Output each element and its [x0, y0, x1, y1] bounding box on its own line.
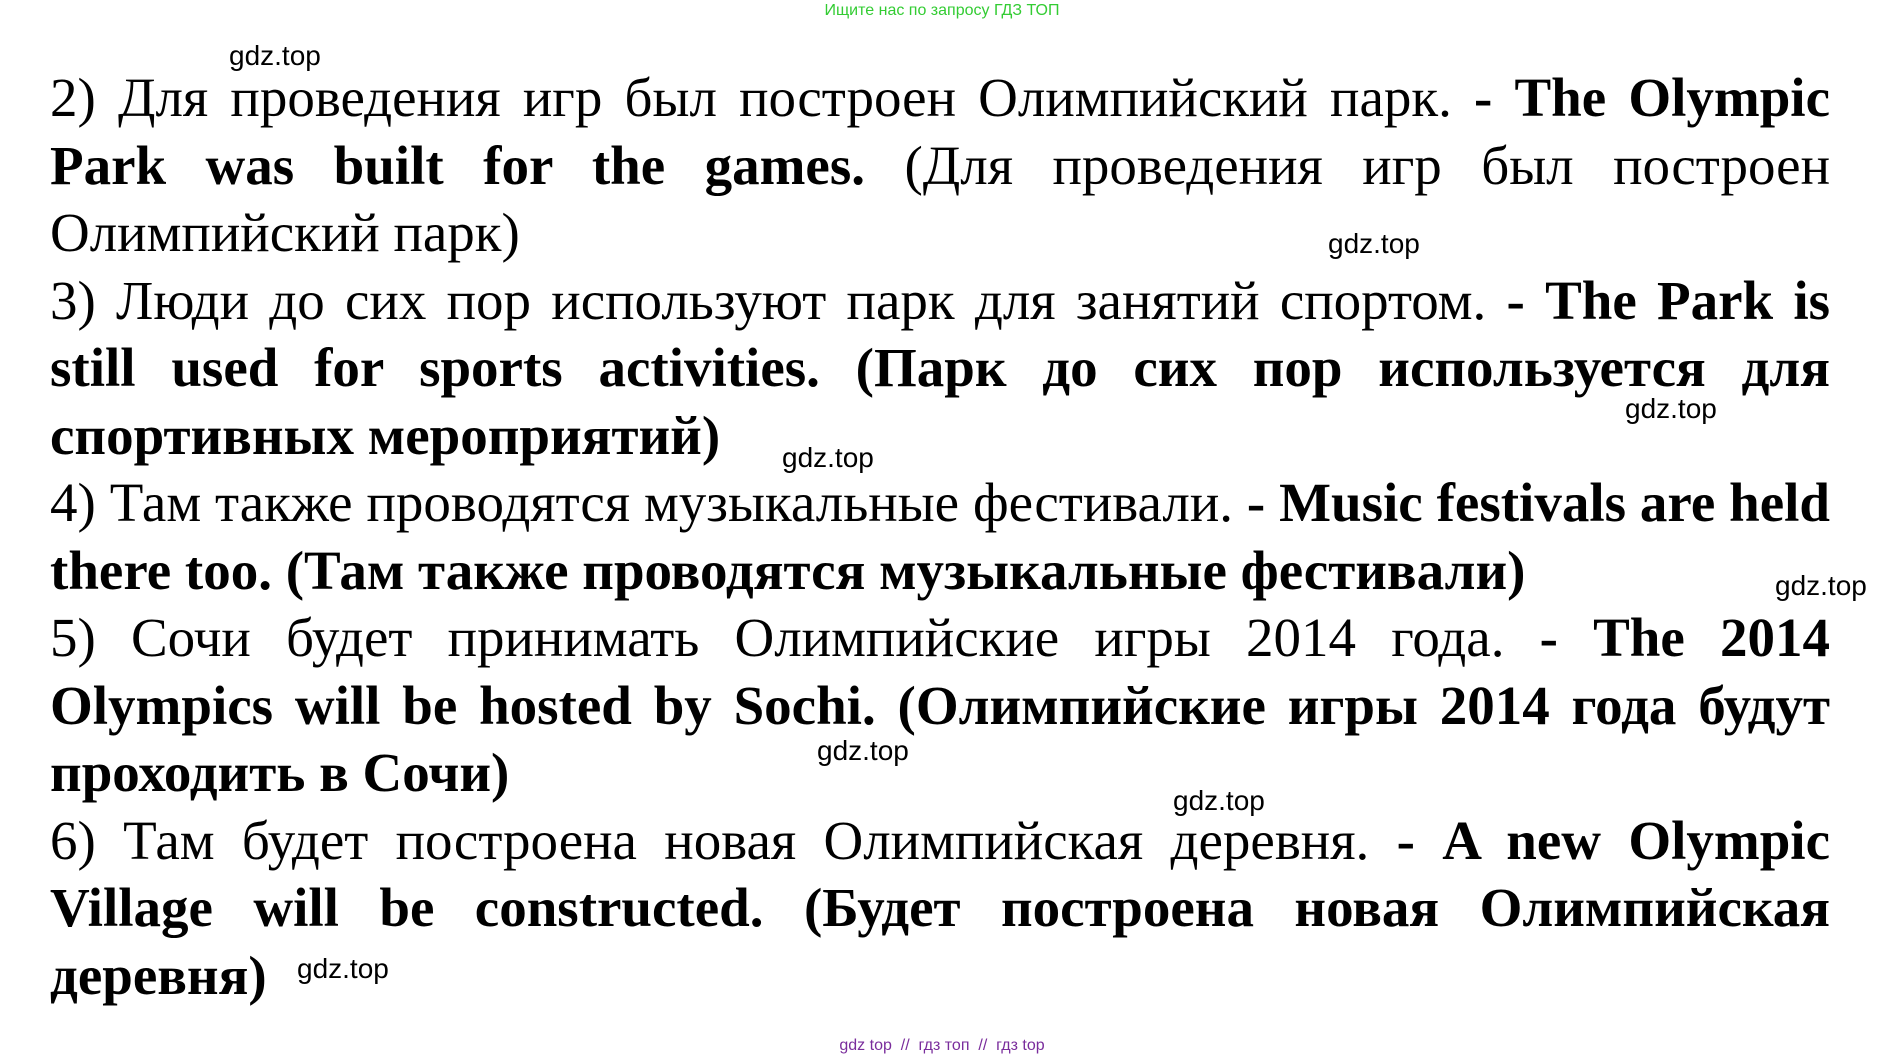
- english-answer: - The Park is still used for sports activities. (Парк до сих пор используется для спортивных мероприятий): [50, 269, 1831, 466]
- watermark: gdz.top: [1625, 393, 1717, 424]
- english-answer: - Music festivals are held there too. (Там также проводятся музыкальные фестивали): [50, 472, 1830, 601]
- watermark: gdz.top: [1173, 785, 1265, 816]
- answer-item-4: [50, 469, 1830, 604]
- watermark: gdz.top: [229, 40, 321, 71]
- watermark: gdz.top: [297, 953, 389, 984]
- english-answer: - The Olympic Park was built for the games.: [50, 67, 1830, 196]
- watermark: gdz.top: [1775, 570, 1867, 601]
- top-banner: Ищите нас по запросу ГДЗ ТОП: [824, 2, 1060, 19]
- russian-sentence: 5) Сочи будет принимать Олимпийские игры 2014 года.: [50, 607, 1540, 668]
- answer-list: [50, 64, 1830, 1009]
- russian-sentence: 6) Там будет построена новая Олимпийская деревня.: [50, 809, 1397, 871]
- russian-translation: (Для проведения игр был построен Олимпийский парк): [50, 134, 1831, 263]
- answer-item-5: [50, 604, 1830, 807]
- watermark: gdz.top: [817, 735, 909, 766]
- bottom-banner: gdz top // гдз топ // гдз top: [839, 1037, 1045, 1054]
- answer-item-3: [50, 267, 1830, 470]
- english-answer: - A new Olympic Village will be constructed. (Будет построена новая Олимпийская деревня): [50, 809, 1830, 1006]
- russian-sentence: 3) Люди до сих пор используют парк для занятий спортом.: [50, 269, 1507, 331]
- russian-sentence: 4) Там также проводятся музыкальные фестивали.: [50, 472, 1247, 533]
- watermark: gdz.top: [782, 442, 874, 473]
- russian-sentence: 2) Для проведения игр был построен Олимпийский парк.: [50, 67, 1475, 128]
- watermark: gdz.top: [1328, 228, 1420, 259]
- english-answer: - The 2014 Olympics will be hosted by Sochi. (Олимпийские игры 2014 года будут проходить в Сочи): [50, 607, 1830, 803]
- answer-item-2: [50, 64, 1830, 267]
